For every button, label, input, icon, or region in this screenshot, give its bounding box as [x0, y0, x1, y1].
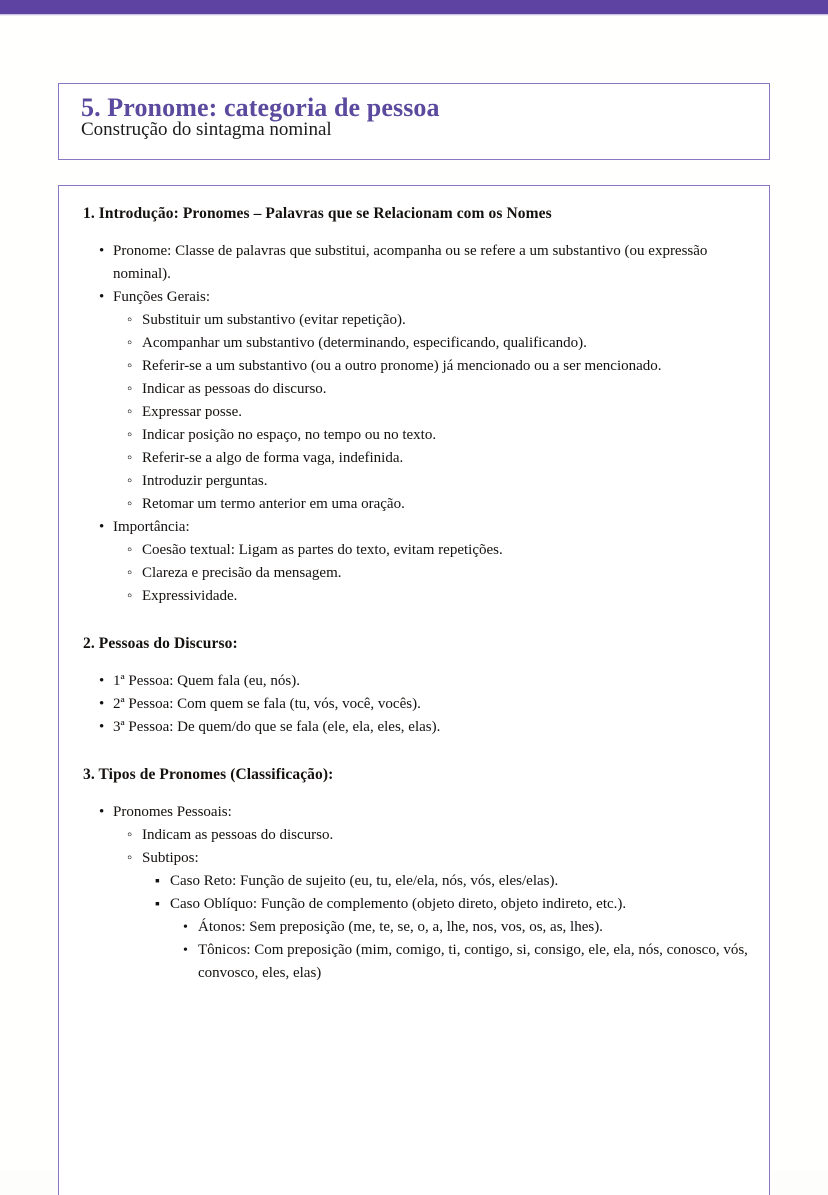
funcoes-gerais-sublist — [113, 309, 751, 516]
list-item-text: • 2ª Pessoa: Com quem se fala (tu, vós, você, vocês). — [113, 693, 751, 716]
list-item — [113, 493, 751, 516]
top-accent-bar — [0, 0, 828, 14]
section-1-list — [83, 240, 751, 608]
list-item-text: ▪ Caso Reto: Função de sujeito (eu, tu, ele/ela, nós, vós, eles/elas). — [170, 870, 751, 893]
list-item-text: • Tônicos: Com preposição (mim, comigo, ti, contigo, si, consigo, ele, ela, nós, conosco, vós, convosco, eles, elas) — [198, 939, 751, 985]
list-item — [83, 516, 751, 608]
list-item — [170, 939, 751, 985]
list-item-text: • 3ª Pessoa: De quem/do que se fala (ele, ela, eles, elas). — [113, 716, 751, 739]
list-item-text: • Funções Gerais: — [113, 286, 751, 309]
page-title: 5. Pronome: categoria de pessoa — [81, 93, 440, 122]
list-item-text: ◦ Indicar posição no espaço, no tempo ou no texto. — [142, 424, 751, 447]
list-item-text: ◦ Indicam as pessoas do discurso. — [142, 824, 751, 847]
list-item — [113, 470, 751, 493]
pronomes-pessoais-sublist — [113, 824, 751, 985]
list-item-text: ◦ Acompanhar um substantivo (determinando, especificando, qualificando). — [142, 332, 751, 355]
list-item — [83, 286, 751, 516]
title-box — [58, 83, 770, 160]
list-item — [113, 447, 751, 470]
title-box-inner — [81, 93, 759, 141]
list-item-text: ◦ Expressar posse. — [142, 401, 751, 424]
list-item-text: ◦ Substituir um substantivo (evitar repetição). — [142, 309, 751, 332]
list-item — [170, 916, 751, 939]
section-3-list — [83, 801, 751, 985]
importancia-sublist — [113, 539, 751, 608]
list-item-text: • Importância: — [113, 516, 751, 539]
list-item — [113, 824, 751, 847]
content-box — [58, 185, 770, 1195]
list-item-text: ◦ Subtipos: — [142, 847, 751, 870]
content-body — [83, 204, 751, 985]
list-item — [113, 355, 751, 378]
list-item-text: ◦ Introduzir perguntas. — [142, 470, 751, 493]
list-item-text: ◦ Clareza e precisão da mensagem. — [142, 562, 751, 585]
list-item — [83, 240, 751, 286]
list-item-text: ◦ Referir-se a algo de forma vaga, indefinida. — [142, 447, 751, 470]
subtipos-sublist — [142, 870, 751, 985]
list-item-text: • Pronomes Pessoais: — [113, 801, 751, 824]
list-item — [83, 801, 751, 985]
list-item — [113, 309, 751, 332]
caso-obliquo-sublist — [170, 916, 751, 985]
section-heading-1: 1. Introdução: Pronomes – Palavras que se Relacionam com os Nomes — [83, 205, 552, 222]
page-subtitle: Construção do sintagma nominal — [81, 119, 332, 140]
list-item-text: ◦ Expressividade. — [142, 585, 751, 608]
list-item — [83, 716, 751, 739]
list-item — [113, 424, 751, 447]
list-item-text: ◦ Indicar as pessoas do discurso. — [142, 378, 751, 401]
list-item — [113, 332, 751, 355]
section-2-list — [83, 670, 751, 739]
list-item-text: • 1ª Pessoa: Quem fala (eu, nós). — [113, 670, 751, 693]
list-item — [142, 870, 751, 893]
list-item-text: ◦ Referir-se a um substantivo (ou a outro pronome) já mencionado ou a ser mencionado. — [142, 355, 751, 378]
list-item — [113, 585, 751, 608]
list-item — [113, 539, 751, 562]
list-item — [83, 670, 751, 693]
list-item-text: • Átonos: Sem preposição (me, te, se, o, a, lhe, nos, vos, os, as, lhes). — [198, 916, 751, 939]
section-heading-2: 2. Pessoas do Discurso: — [83, 635, 238, 652]
list-item-text: ▪ Caso Oblíquo: Função de complemento (objeto direto, objeto indireto, etc.). — [170, 893, 751, 916]
list-item-text: ◦ Retomar um termo anterior em uma oração. — [142, 493, 751, 516]
list-item-text: • Pronome: Classe de palavras que substitui, acompanha ou se refere a um substantivo (ou expressão nominal). — [113, 240, 751, 286]
section-heading-3: 3. Tipos de Pronomes (Classificação): — [83, 766, 334, 783]
list-item — [83, 693, 751, 716]
top-accent-bar-shadow — [0, 14, 828, 16]
list-item — [113, 847, 751, 985]
list-item — [113, 378, 751, 401]
list-item — [142, 893, 751, 985]
list-item — [113, 562, 751, 585]
list-item — [113, 401, 751, 424]
list-item-text: ◦ Coesão textual: Ligam as partes do texto, evitam repetições. — [142, 539, 751, 562]
